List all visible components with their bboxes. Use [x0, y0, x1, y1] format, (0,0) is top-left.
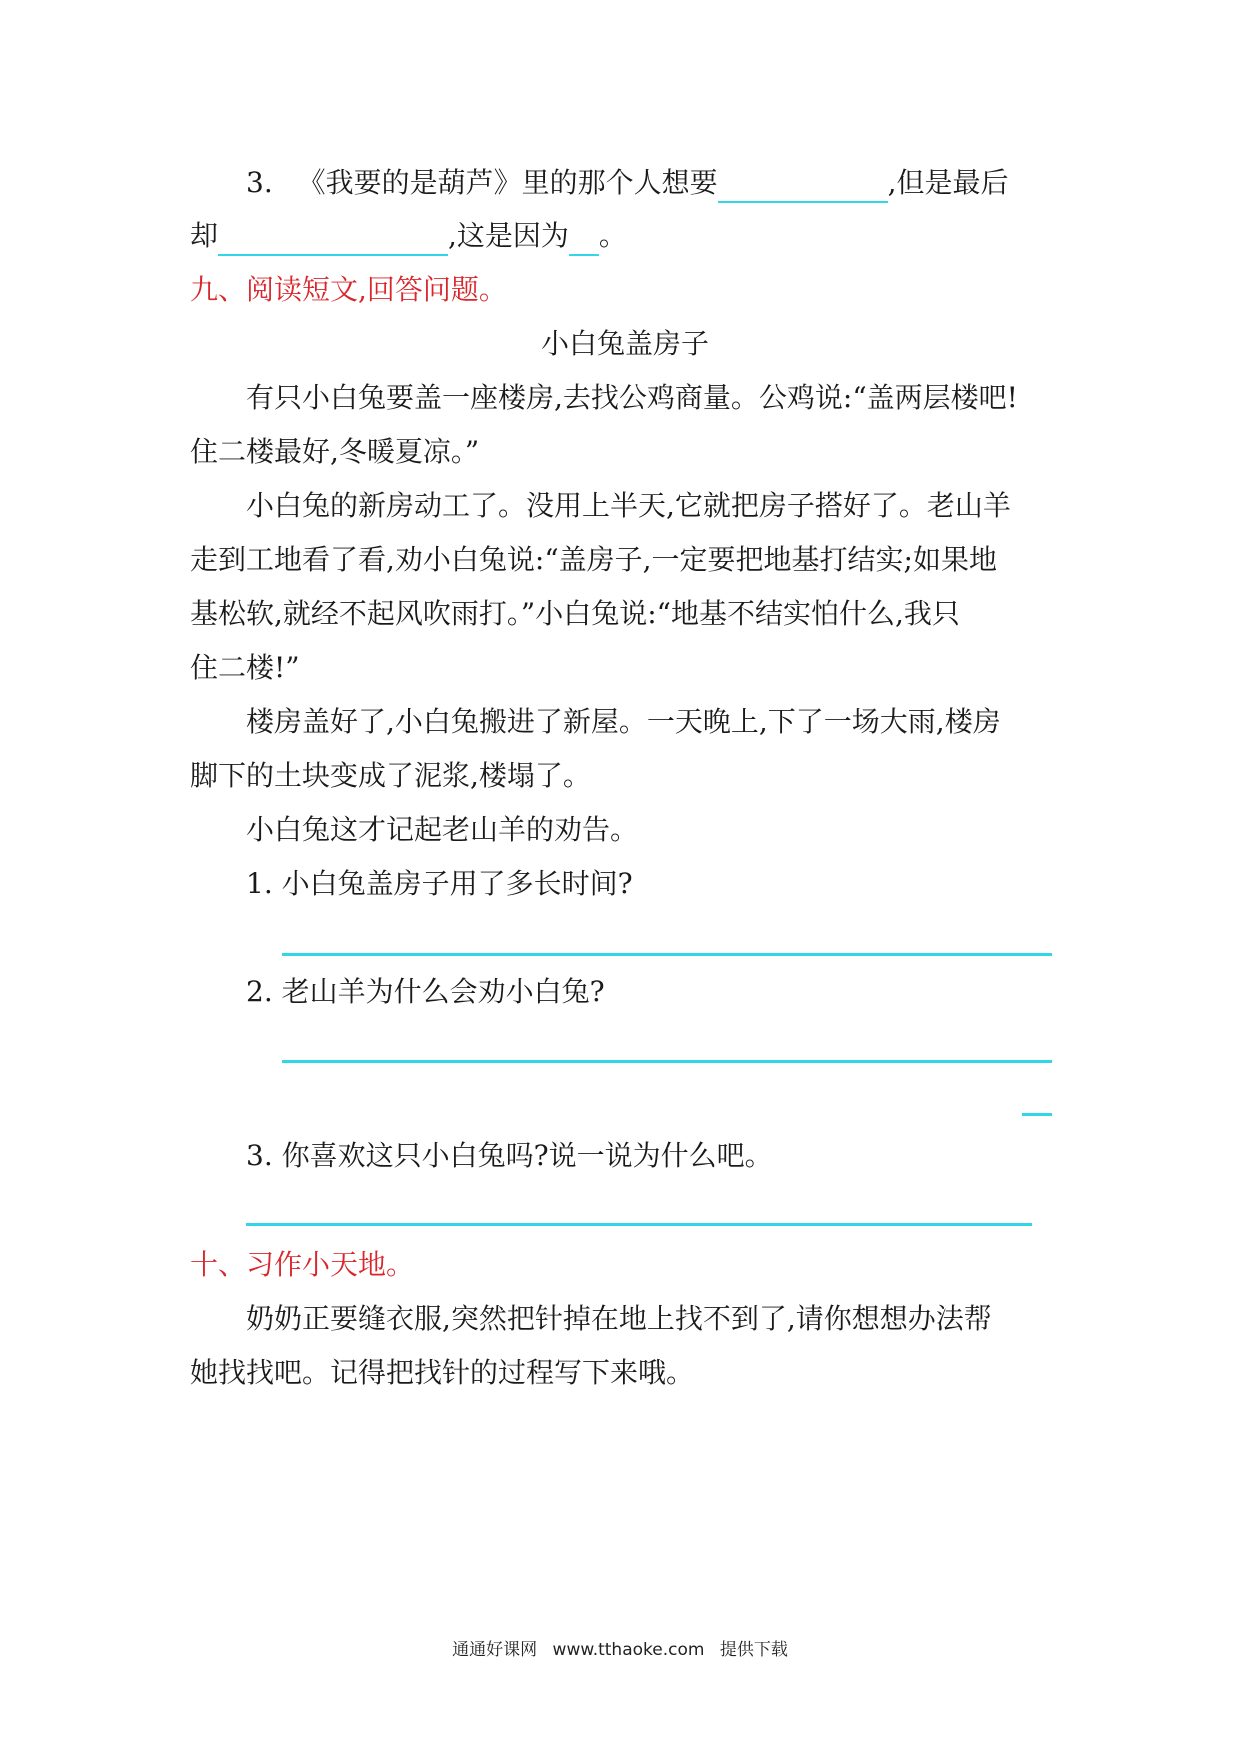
- para1-line1: 有只小白兔要盖一座楼房,去找公鸡商量。公鸡说:“盖两层楼吧!: [246, 381, 1018, 414]
- q8-blank-result[interactable]: [218, 222, 448, 256]
- q9-heading: 九、阅读短文,回答问题。: [190, 273, 507, 306]
- q8-blank-reason[interactable]: [569, 222, 599, 256]
- answer-line-q2-extra[interactable]: [1022, 1113, 1052, 1116]
- para1-line2: 住二楼最好,冬暖夏凉。”: [190, 435, 480, 468]
- q8-item3-line1: [246, 163, 1116, 203]
- q8-item3-text1: 《我要的是葫芦》里的那个人想要: [297, 166, 718, 199]
- story-title: 小白兔盖房子: [540, 327, 709, 360]
- answer-line-q3[interactable]: [246, 1223, 1032, 1226]
- para2-line3: 基松软,就经不起风吹雨打。”小白兔说:“地基不结实怕什么,我只: [190, 597, 960, 630]
- page-footer: [0, 1635, 1240, 1660]
- q10-text-line1: 奶奶正要缝衣服,突然把针掉在地上找不到了,请你想想办法帮: [246, 1302, 992, 1335]
- para2-line1: 小白兔的新房动工了。没用上半天,它就把房子搭好了。老山羊: [246, 489, 1011, 522]
- footer-suffix: 提供下载: [719, 1640, 788, 1660]
- question-1: 1. 小白兔盖房子用了多长时间?: [246, 867, 633, 900]
- footer-site-name: 通通好课网: [452, 1640, 538, 1660]
- answer-line-q2[interactable]: [282, 1060, 1052, 1063]
- q8-item3-text4: ,这是因为: [448, 219, 569, 252]
- q10-text-line2: 她找找吧。记得把找针的过程写下来哦。: [190, 1356, 695, 1389]
- para2-line2: 走到工地看了看,劝小白兔说:“盖房子,一定要把地基打结实;如果地: [190, 543, 997, 576]
- q8-item3-text3: 却: [190, 219, 219, 252]
- footer-url[interactable]: www.tthaoke.com: [552, 1640, 705, 1660]
- question-2: 2. 老山羊为什么会劝小白兔?: [246, 975, 605, 1008]
- q8-blank-wants[interactable]: [718, 169, 888, 203]
- para3-line2: 脚下的土块变成了泥浆,楼塌了。: [190, 759, 591, 792]
- para4: 小白兔这才记起老山羊的劝告。: [246, 813, 639, 846]
- question-3: 3. 你喜欢这只小白兔吗?说一说为什么吧。: [246, 1139, 773, 1172]
- para2-line4: 住二楼!”: [190, 651, 300, 684]
- q10-heading: 十、习作小天地。: [190, 1248, 415, 1281]
- para3-line1: 楼房盖好了,小白兔搬进了新屋。一天晚上,下了一场大雨,楼房: [246, 705, 1001, 738]
- answer-line-q1[interactable]: [282, 953, 1052, 956]
- q8-item3-text5: 。: [598, 219, 627, 252]
- q8-item3-text2: ,但是最后: [887, 166, 1009, 199]
- q8-item3-number: 3.: [246, 166, 273, 199]
- q8-item3-line2: [190, 216, 1060, 256]
